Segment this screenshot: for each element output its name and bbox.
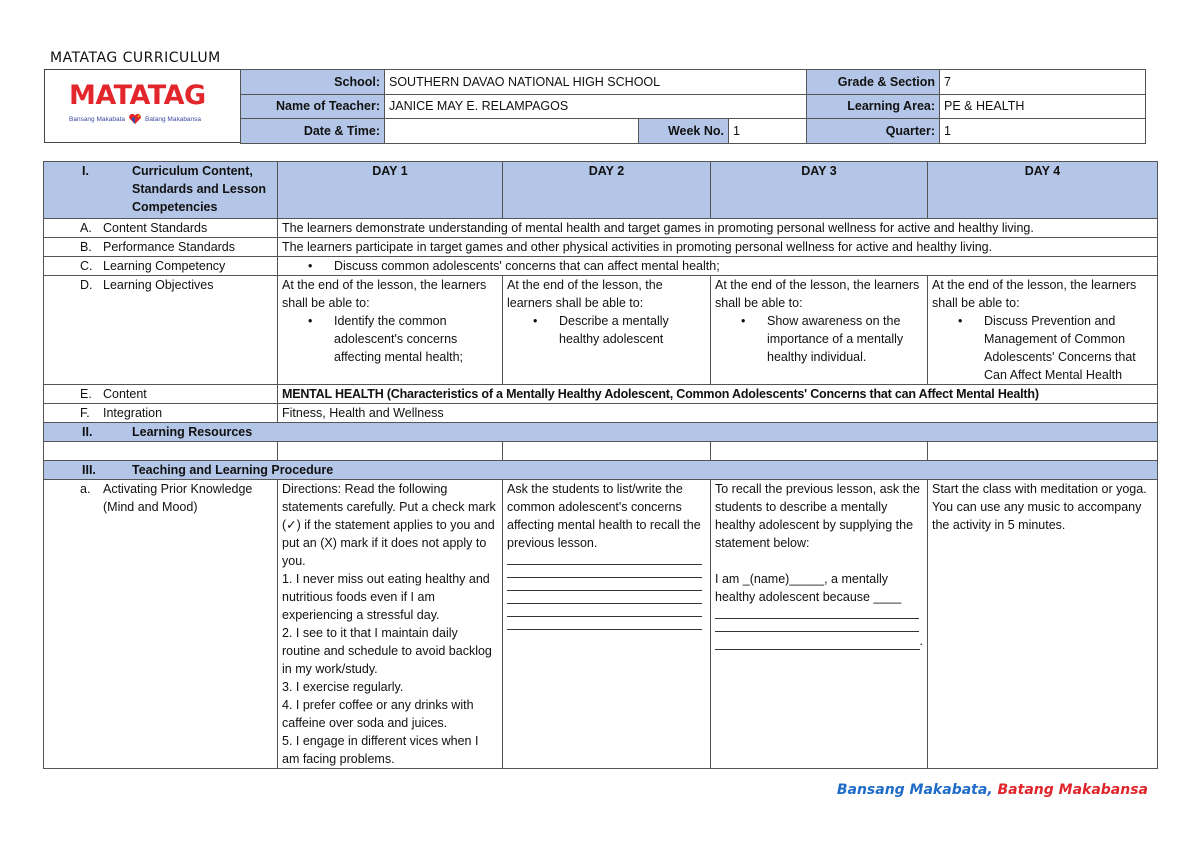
teacher-value: JANICE MAY E. RELAMPAGOS	[385, 94, 807, 119]
day-4-header: DAY 4	[928, 162, 1158, 219]
answer-line	[507, 552, 702, 565]
empty-cell	[278, 442, 503, 461]
day-4-instruction: Start the class with meditation or yoga. You can use any music to accompany the activity in 5 minutes.	[932, 482, 1147, 532]
row-label: Performance Standards	[103, 240, 236, 254]
activating-prior-knowledge-row	[44, 480, 1158, 769]
row-letter: a.	[80, 482, 91, 496]
content-standards-label-cell	[44, 219, 278, 238]
content-row	[44, 385, 1158, 404]
date-value	[385, 119, 639, 144]
activating-day-4	[928, 480, 1158, 769]
content-label-cell	[44, 385, 278, 404]
statement-item: 4. I prefer coffee or any drinks with caffeine over soda and juices.	[282, 698, 474, 730]
day-3-instruction: To recall the previous lesson, ask the students to describe a mentally healthy adolescent by supplying the statement below:	[715, 482, 920, 550]
learning-resources-row	[44, 442, 1158, 461]
empty-cell	[928, 442, 1158, 461]
performance-standards-label-cell	[44, 238, 278, 257]
matatag-logo: MATATAG	[69, 80, 206, 111]
logo-box	[44, 69, 241, 143]
section-3-title: Teaching and Learning Procedure	[132, 463, 334, 477]
objective-day-1	[278, 276, 503, 385]
content-standards-row	[44, 219, 1158, 238]
statement-item: 5. I engage in different vices when I am facing problems.	[282, 734, 479, 766]
day-2-header: DAY 2	[503, 162, 711, 219]
integration-text: Fitness, Health and Wellness	[278, 404, 1158, 423]
objective-bullet: • Describe a mentally healthy adolescent	[533, 312, 706, 348]
row-label: Content Standards	[103, 221, 208, 235]
learning-competency-cell	[278, 257, 1158, 276]
logo-tagline	[69, 113, 201, 125]
footer-motto	[837, 782, 1148, 798]
row-label: Activating Prior Knowledge (Mind and Mood)	[103, 482, 253, 514]
empty-cell	[503, 442, 711, 461]
section-1-header-row	[44, 162, 1158, 219]
activating-day-3	[711, 480, 928, 769]
logo-tagline-right: Batang Makabansa	[145, 115, 202, 123]
section-3-cell	[44, 461, 1158, 480]
objective-day-3	[711, 276, 928, 385]
statement-item: 1. I never miss out eating healthy and nutritious foods even if I am experiencing a stressful day.	[282, 572, 490, 622]
row-letter: E.	[80, 387, 92, 401]
objective-intro: At the end of the lesson, the learners shall be able to:	[932, 278, 1137, 310]
answer-line	[507, 617, 702, 630]
answer-line	[715, 637, 920, 650]
objective-intro: At the end of the lesson, the learners shall be able to:	[282, 278, 487, 310]
school-value: SOUTHERN DAVAO NATIONAL HIGH SCHOOL	[385, 70, 807, 95]
week-value: 1	[729, 119, 807, 144]
day-1-header: DAY 1	[278, 162, 503, 219]
learning-competency-row	[44, 257, 1158, 276]
integration-label-cell	[44, 404, 278, 423]
row-letter: F.	[80, 406, 90, 420]
directions-text: Directions: Read the following statements carefully. Put a check mark (✓) if the statement applies to you and put an (X) mark if it does not apply to you.	[282, 482, 496, 568]
row-label: Content	[103, 387, 147, 401]
header-table	[240, 69, 1146, 144]
section-2-header-row	[44, 423, 1158, 442]
learning-competency-label-cell	[44, 257, 278, 276]
row-letter: A.	[80, 221, 92, 235]
row-letter: B.	[80, 240, 92, 254]
logo-tagline-left: Bansang Makabata	[69, 115, 126, 123]
performance-standards-row	[44, 238, 1158, 257]
answer-line	[715, 606, 919, 619]
objective-bullet: • Identify the common adolescent's concerns affecting mental health;	[308, 312, 498, 366]
activating-day-2	[503, 480, 711, 769]
teacher-label: Name of Teacher:	[241, 94, 385, 119]
activating-day-1	[278, 480, 503, 769]
empty-cell	[711, 442, 928, 461]
heart-logo-icon	[128, 113, 142, 125]
answer-line	[715, 619, 919, 632]
section-3-header-row	[44, 461, 1158, 480]
row-letter: D.	[80, 278, 93, 292]
row-label: Learning Objectives	[103, 278, 214, 292]
learning-objectives-label-cell	[44, 276, 278, 385]
day-3-statement: I am _(name)_____, a mentally healthy adolescent because ____	[715, 572, 902, 604]
row-label: Integration	[103, 406, 163, 420]
answer-line	[507, 578, 702, 591]
learning-objectives-row	[44, 276, 1158, 385]
section-2-number: II.	[82, 425, 93, 439]
date-label: Date & Time:	[241, 119, 385, 144]
section-1-number: I.	[82, 164, 89, 178]
objective-intro: At the end of the lesson, the learners shall be able to:	[507, 278, 663, 310]
statement-item: 3. I exercise regularly.	[282, 680, 404, 694]
statement-item: 2. I see to it that I maintain daily routine and schedule to avoid backlog in my work/study.	[282, 626, 492, 676]
objective-bullet: • Discuss Prevention and Management of Common Adolescents' Concerns that Can Affect Mental Health	[958, 312, 1153, 384]
answer-line	[507, 565, 702, 578]
objective-bullet: • Show awareness on the importance of a mentally healthy individual.	[741, 312, 923, 366]
objective-intro: At the end of the lesson, the learners shall be able to:	[715, 278, 920, 310]
answer-line	[507, 591, 702, 604]
quarter-value: 1	[940, 119, 1146, 144]
row-letter: C.	[80, 259, 93, 273]
integration-row	[44, 404, 1158, 423]
grade-label: Grade & Section	[807, 70, 940, 95]
section-1-title: Curriculum Content, Standards and Lesson Competencies	[132, 164, 267, 214]
school-label: School:	[241, 70, 385, 95]
statement-period: .	[919, 634, 923, 648]
footer-motto-separator: ,	[987, 782, 993, 798]
section-1-cell	[44, 162, 278, 219]
objective-day-4	[928, 276, 1158, 385]
week-label: Week No.	[639, 119, 729, 144]
content-standards-text: The learners demonstrate understanding of mental health and target games in promoting personal wellness for active and healthy living.	[278, 219, 1158, 238]
section-3-number: III.	[82, 463, 96, 477]
answer-line	[507, 604, 702, 617]
area-label: Learning Area:	[807, 94, 940, 119]
row-label: Learning Competency	[103, 259, 226, 273]
lesson-plan-table	[43, 161, 1158, 769]
section-2-cell	[44, 423, 1158, 442]
performance-standards-text: The learners participate in target games and other physical activities in promoting personal wellness for active and healthy living.	[278, 238, 1158, 257]
day-3-header: DAY 3	[711, 162, 928, 219]
learning-competency-text: • Discuss common adolescents' concerns that can affect mental health;	[308, 257, 1153, 275]
area-value: PE & HEALTH	[940, 94, 1146, 119]
objective-day-2	[503, 276, 711, 385]
content-text: MENTAL HEALTH (Characteristics of a Mentally Healthy Adolescent, Common Adolescents' Concerns that can Affect Mental Health)	[278, 385, 1158, 404]
quarter-label: Quarter:	[807, 119, 940, 144]
footer-motto-left: Bansang Makabata	[836, 782, 988, 798]
section-2-title: Learning Resources	[132, 425, 253, 439]
grade-value: 7	[940, 70, 1146, 95]
empty-cell	[44, 442, 278, 461]
day-2-instruction: Ask the students to list/write the common adolescent's concerns affecting mental health to recall the previous lesson.	[507, 482, 701, 550]
activating-label-cell	[44, 480, 278, 769]
footer-motto-right: Batang Makabansa	[997, 782, 1148, 798]
page-title: MATATAG CURRICULUM	[50, 50, 221, 66]
